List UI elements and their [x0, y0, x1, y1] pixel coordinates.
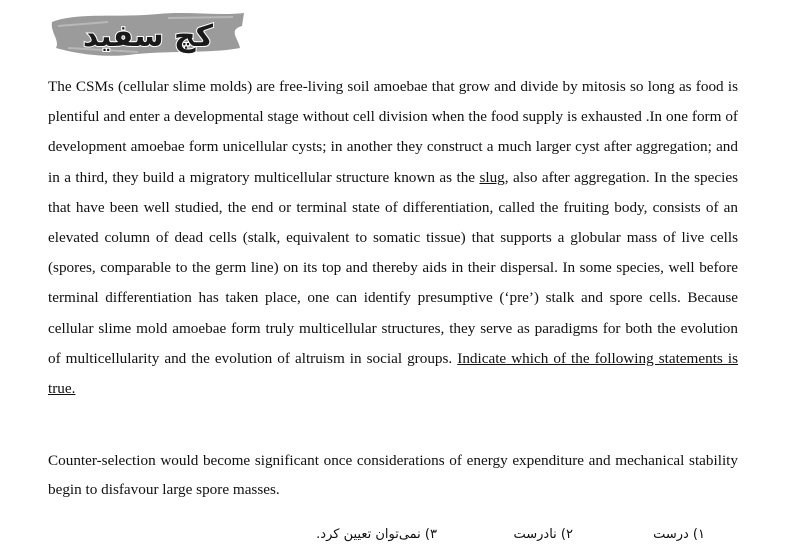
answer-options — [290, 522, 705, 548]
option-true[interactable]: ۱) درست — [653, 527, 705, 542]
passage-text-part1: The CSMs (cellular slime molds) are free-living soil amoebae that grow and divide by mitosis so long as food is plentiful and enter a developmental stage without cell division when the food supply is exhausted .In one form of development amoebae form unicellular cysts; in another they construct a much larger cyst after aggregation; and in a third, they build a migratory multicellular structure known as the — [48, 78, 738, 186]
passage-text-part2: , also after aggregation. In the species that have been well studied, the end or terminal state of differentiation, called the fruiting body, consists of an elevated column of dead cells (stalk, equivalent to somatic tissue) that supports a globular mass of live cells (spores, comparable to the germ line) on its top and thereby aids in their dispersal. In some species, well before terminal differentiation has taken place, one can identify presumptive (‘pre’) stalk and spore cells. Because cellular slime mold amoebae form truly multicellular structures, they serve as paradigms for both the evolution of multicellularity and the evolution of altruism in social groups. — [48, 168, 738, 367]
passage-underlined-slug: slug — [479, 168, 505, 186]
question-instruction: Indicate which of the following statements is true. — [48, 349, 738, 398]
logo-text: کچ سفید — [82, 19, 214, 54]
logo — [48, 8, 248, 60]
statement-text: Counter-selection would become significant once considerations of energy expenditure and mechanical stability begin to disfavour large spore masses. — [48, 452, 738, 498]
option-cannot-determine[interactable]: ۳) نمی‌توان تعیین کرد. — [316, 527, 437, 542]
reading-passage — [48, 72, 738, 404]
option-false[interactable]: ۲) نادرست — [513, 527, 573, 542]
